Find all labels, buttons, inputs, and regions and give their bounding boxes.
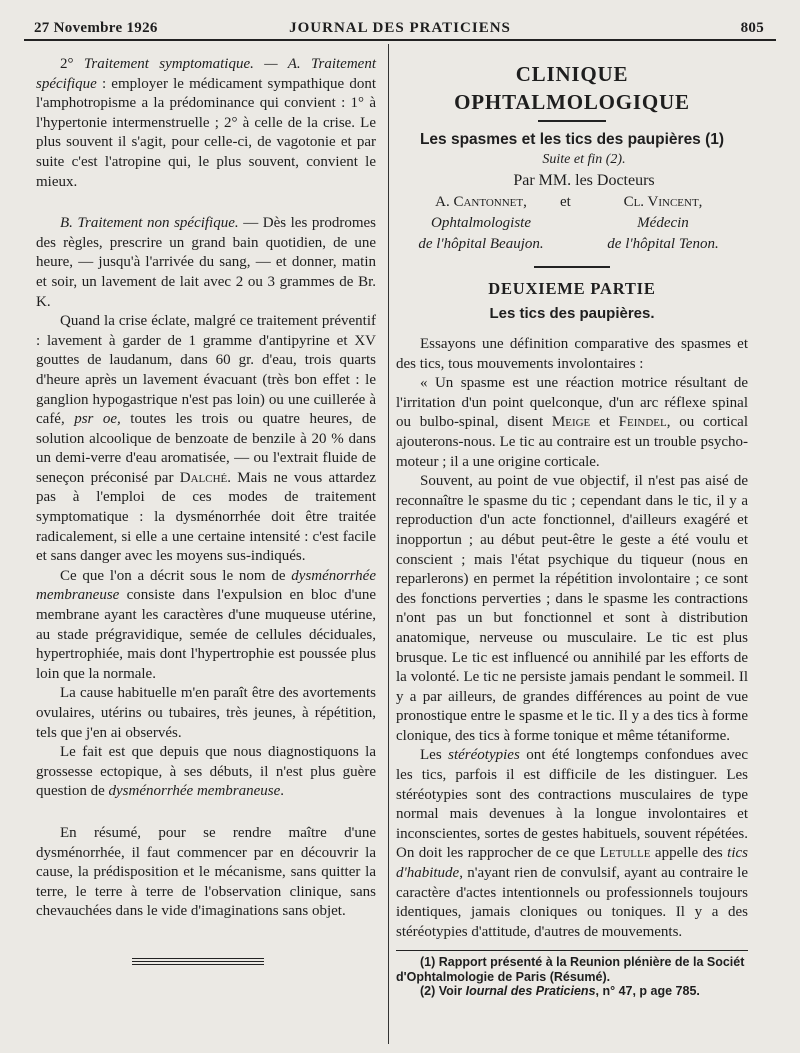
part-title: DEUXIEME PARTIE [488,279,656,298]
byline: Par MM. les Docteurs [513,172,655,189]
footnote-2: (2) Voir Iournal des Praticiens, n° 47, p age 785. [420,984,700,999]
end-of-article-rule [132,958,264,967]
author-conjunction: et [560,194,571,210]
left-column [36,55,376,922]
paragraph: En résumé, pour se rendre maître d'une dysménorrhée, il faut commencer par en découvrir la cause, la prédisposition et le mécanisme, sans quitter la terre, le terre à terre de l'observation clinique, sans chevauchées dans le vide d'imaginations sans objet. [36,824,376,920]
title-rule [538,120,606,122]
section-title: CLINIQUE OPHTALMOLOGIQUE [454,62,690,114]
paragraph: Quand la crise éclate, malgré ce traitement préventif : lavement à garder de 1 gramme d'antipyrine et XV gouttes de laudanum, dans 60 gr. d'eau, trois quarts d'heure après un lavement évacuant (très bon effet : le ganglion hypogastrique n'est pas loin) ou une cuillerée à café, psr oe, toutes les trois ou quatre heures, de solution alcoolique de benzoate de benzile à 20 % dans un demi-verre d'eau aromatisée, — ou l'extrait fluide de seneçon préconisé par Dalché. Mais ne vous attardez pas à l'emploi de ces modes de traitement symptomatique : la dysménorrhée doit être traitée radicalement, si elle a une certaine intensité : c'est facile et sans danger avec les moyens sus-indiqués. [36,313,376,565]
author-vincent: Cl. Vincent, Médecin de l'hôpital Tenon. [607,194,719,252]
part-subtitle: Les tics des paupières. [489,305,655,322]
footnote-1: (1) Rapport présenté à la Reunion plénière de la Sociét d'Ophtalmologie de Paris (Résumé). [396,955,745,984]
right-column [396,60,748,999]
part-rule [534,266,610,268]
author-cantonnet: A. Cantonnet, Ophtalmologiste de l'hôpital Beaujon. [418,194,544,252]
article-subtitle: Suite et fin (2). [542,152,626,167]
header-journal-title: JOURNAL DES PRATICIENS [289,20,511,36]
paragraph: Essayons une définition comparative des spasmes et des tics, tous mouvements involontaires : [396,336,748,372]
paragraph: La cause habituelle m'en paraît être des avortements ovulaires, utérins ou tubaires, très jeunes, à répétition, tels que j'en ai observés. [36,685,376,741]
column-divider [388,44,389,1044]
authors-block [396,192,748,258]
paragraph: Les stéréotypies ont été longtemps confondues avec les tics, parfois il est difficile de les distinguer. Les stéréotypies sont des contractions musculaires de type normal mais devenues à la longue involontaires et inconscientes, sortes de gestes habituels, souvent répétées. On doit les rapprocher de ce que Letulle appelle des tics d'habitude, n'ayant rien de convulsif, ayant au contraire le caractère d'actes intentionnels ou professionnels toujours identiques, jamais cloniques ou toniques. Il y a des stéréotypies d'attitude, d'autres de mouvements. [396,747,749,940]
footnote-rule [396,950,748,951]
paragraph: 2° Traitement symptomatique. — A. Traitement spécifique : employer le médicament sympathique dont l'amphotropisme a la prédominance qui convient : 1° à l'hypertonie intermenstruelle ; 2° à celle de la crise. Le plus souvent il s'agit, pour celle-ci, de vagotonie et par suite c'est l'atropine qui, le plus souvent, convient le mieux. [36,56,376,190]
running-header [28,16,772,38]
paragraph: Ce que l'on a décrit sous le nom de dysménorrhée membraneuse consiste dans l'expulsion en bloc d'une membrane ayant les caractères d'une muqueuse utérine, au stade prégravidique, semée de cellules déciduales, hypertrophiée, mais dont l'hypertrophie est poussée plus loin que la normale. [36,567,376,682]
paragraph: B. Traitement non spécifique. — Dès les prodromes des règles, prescrire un grand bain quotidien, de une heure, — jusqu'à l'arrivée du sang, — et donner, matin et soir, un lavement de lait avec 2 ou 3 grammes de Br. K. [36,215,376,310]
header-rule [24,39,776,41]
paragraph: Souvent, au point de vue objectif, il n'est pas aisé de reconnaître le spasme du tic ; cependant dans le tic, il y a reproduction d'un acte fonctionnel, d'ailleurs exagéré et inopportun ; au début peut-être le geste a été voulu et conscient ; mais l'état psychique du tiqueur (nous en reparlerons) en permet la répétition involontaire ; ce sont des fonctions perverties ; dans le spasme les contractions n'ont pas un but fonctionnel et sont à distribution anatomique, nerveuse ou musculaire. Le tic est plus brusque. Le tic est influencé ou annihilé par les efforts de la volonté. Le tic ne persiste jamais pendant le sommeil. Il y a par ailleurs, de grandes différences au point de vue pronostique entre le spasme et le tic. Il y a des tics à forme clonique, des tics à forme tonique et même tétaniforme. [396,473,748,744]
paragraph: « Un spasme est une réaction motrice résultant de l'irritation d'un point quelconque, d'un arc réflexe spinal ou bulbo-spinal, disent Meige et Feindel, ou cortical ajouterons-nous. Le tic au contraire est un trouble psycho-moteur ; il a une origine corticale. [396,375,748,470]
header-date: 27 Novembre 1926 [34,20,158,36]
article-title: Les spasmes et les tics des paupières (1) [419,131,725,148]
header-page-number: 805 [740,20,764,36]
paragraph: Le fait est que depuis que nous diagnostiquons la grossesse ectopique, à ses débuts, il n'est plus guère question de dysménorrhée membraneuse. [36,744,376,800]
